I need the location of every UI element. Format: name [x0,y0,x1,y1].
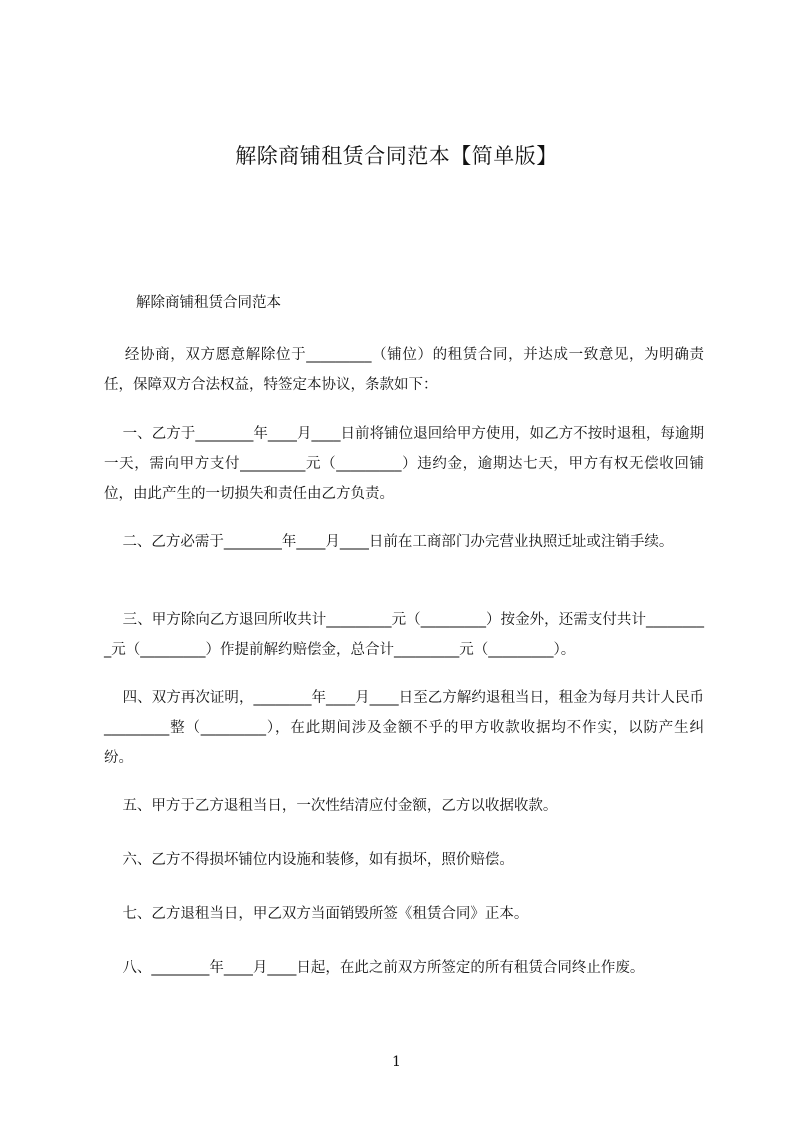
clause-6: 六、乙方不得损坏铺位内设施和装修，如有损坏，照价赔偿。 [104,852,514,868]
clause-3: 三、甲方除向乙方退回所收共计_________元（_________）按金外，还需支付共计_________元（_________）作提前解约赔偿金，总合计_________元（_________）。 [104,612,705,658]
clause-5: 五、甲方于乙方退租当日，一次性结清应付金额，乙方以收据收款。 [104,798,558,814]
page-number: 1 [392,1054,401,1070]
clause-7: 七、乙方退租当日，甲乙双方当面销毁所签《租赁合同》正本。 [104,906,529,922]
paragraph-intro: 经协商，双方愿意解除位于_________（铺位）的租赁合同，并达成一致意见，为明确责任，保障双方合法权益，特签定本协议，条款如下： [104,347,704,393]
document-title: 解除商铺租赁合同范本【简单版】 [235,144,558,168]
clause-2: 二、乙方必需于________年____月____日前在工商部门办完营业执照迁址或注销手续。 [104,534,674,550]
clause-8: 八、________年____月____日起，在此之前双方所签定的所有租赁合同终止作废。 [104,960,645,976]
document-subtitle: 解除商铺租赁合同范本 [136,295,281,311]
clause-4: 四、双方再次证明，________年____月____日至乙方解约退租当日，租金为每月共计人民币_________整（_________），在此期间涉及金额不乎的甲方收款收据均不作实，以防产生纠纷。 [104,690,705,766]
clause-1: 一、乙方于________年____月____日前将铺位退回给甲方使用，如乙方不按时退租，每逾期一天，需向甲方支付_________元（_________）违约金，逾期达七天，甲方有权无偿收回铺位，由此产生的一切损失和责任由乙方负责。 [104,426,705,502]
